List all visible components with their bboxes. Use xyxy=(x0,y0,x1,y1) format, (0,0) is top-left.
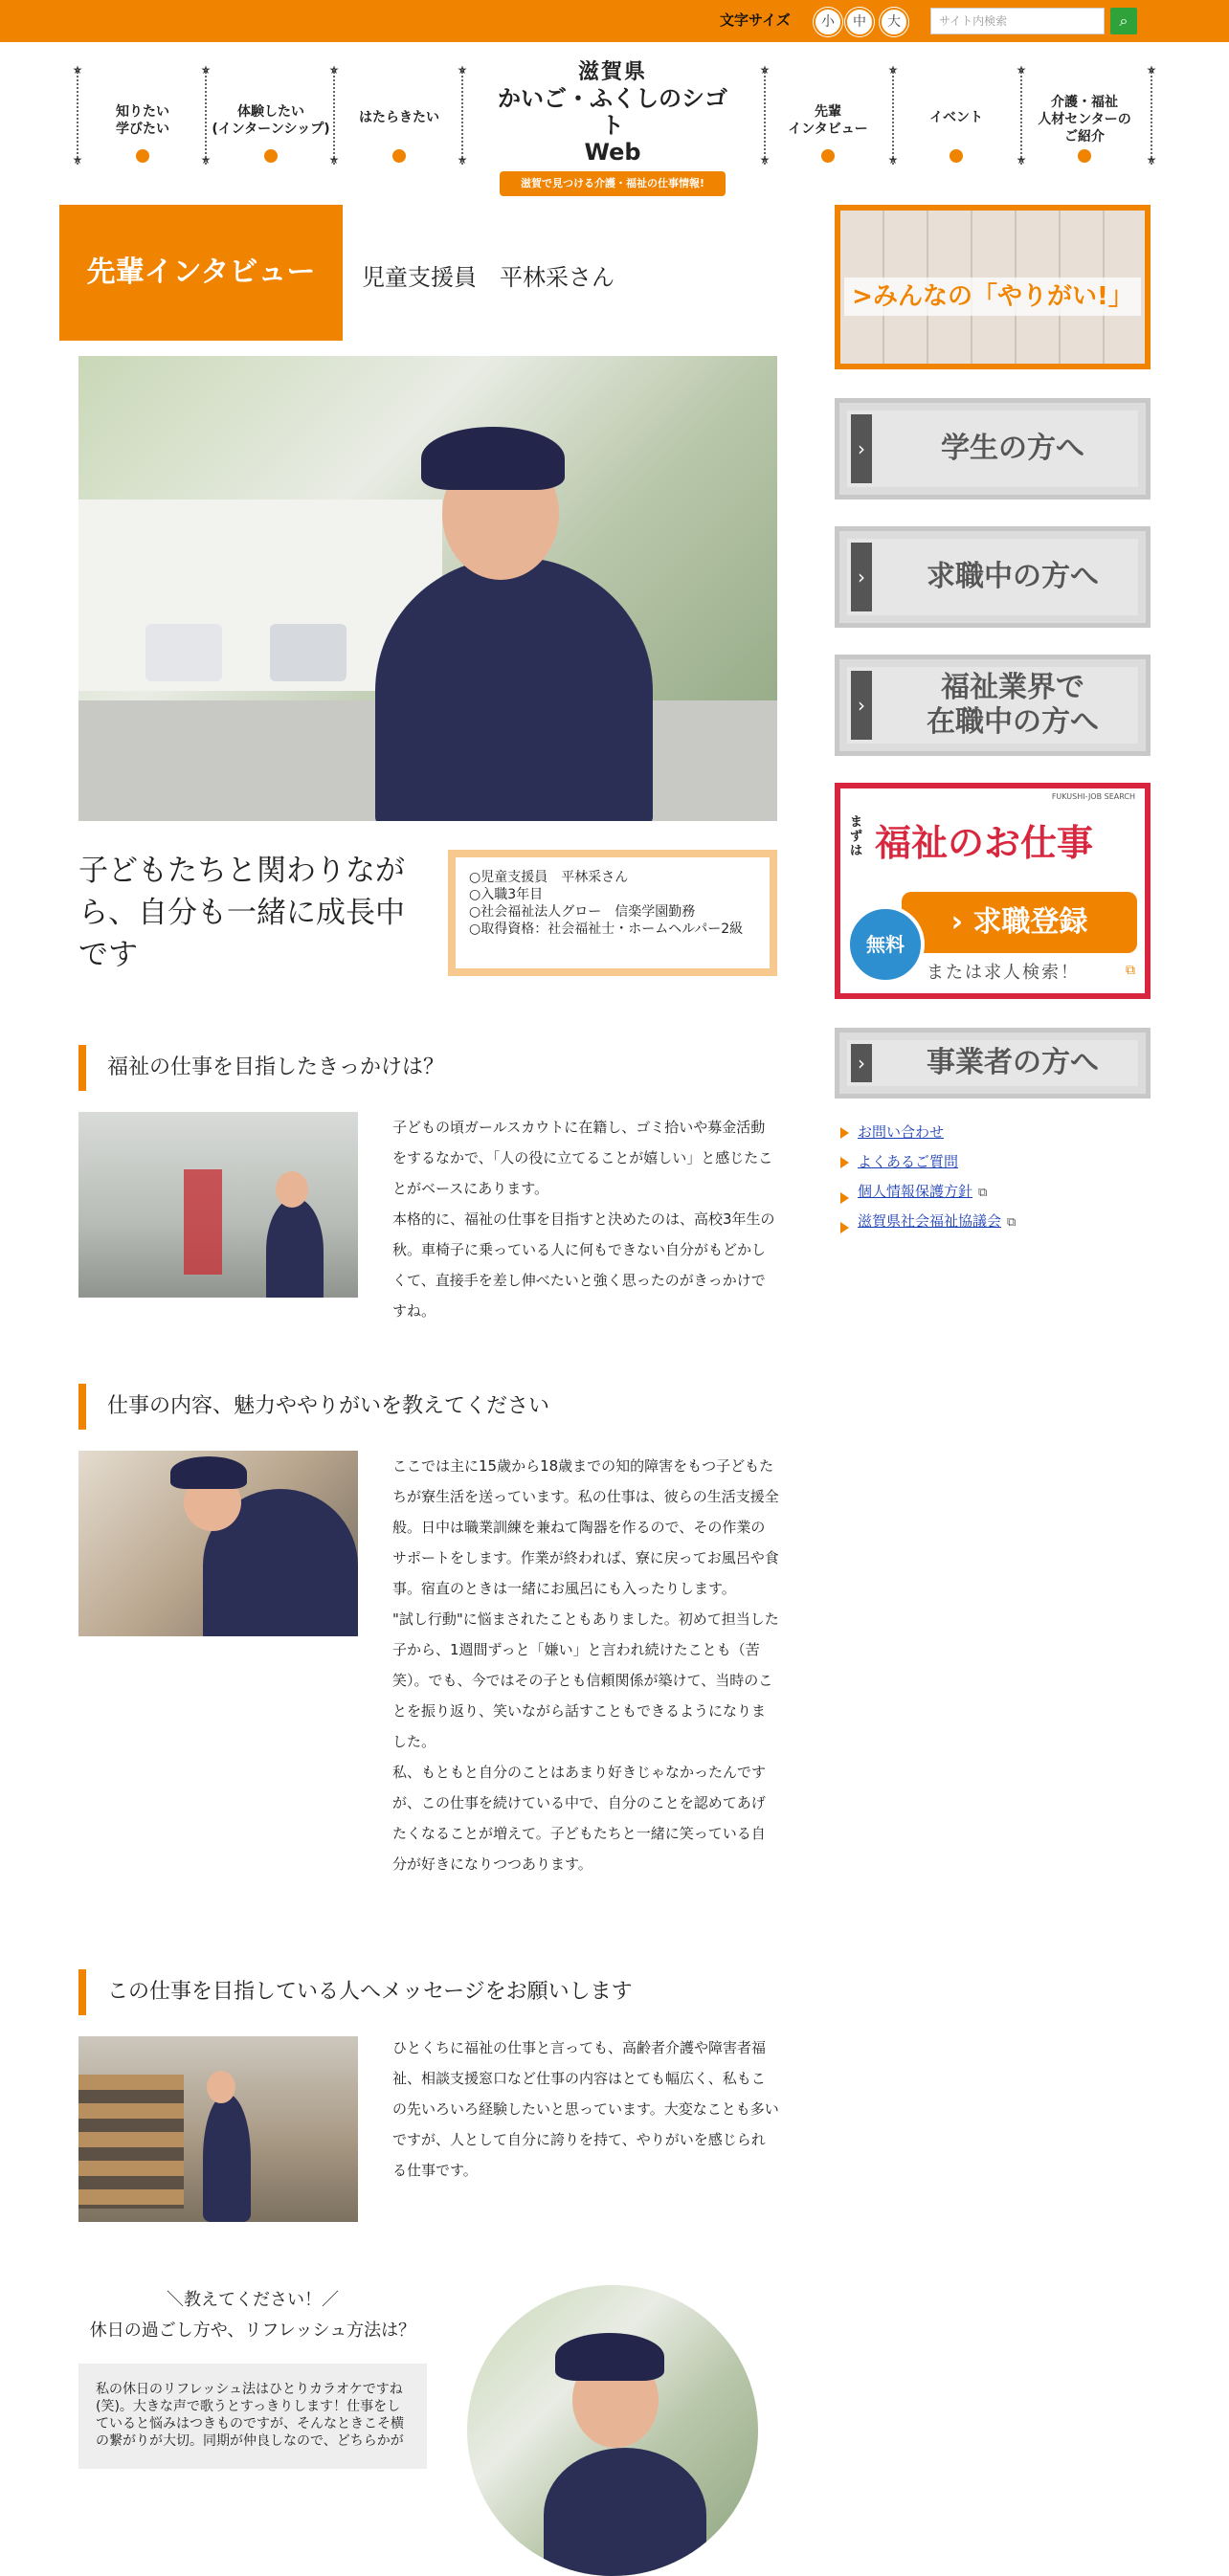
job-search-banner[interactable] xyxy=(835,783,1151,999)
star-icon: ★ xyxy=(1016,63,1027,77)
holiday-photo xyxy=(467,2285,758,2576)
pottery-shelf xyxy=(78,2075,184,2209)
star-icon: ★ xyxy=(328,63,340,77)
button-label: 学生の方へ xyxy=(941,432,1084,465)
nav-item-work[interactable] xyxy=(337,67,461,172)
star-icon: ★ xyxy=(72,63,83,77)
person xyxy=(375,557,653,821)
star-icon: ★ xyxy=(759,63,771,77)
face xyxy=(207,2071,235,2103)
job-seekers-button[interactable] xyxy=(835,526,1151,628)
nav-item-interview[interactable] xyxy=(766,67,890,172)
link-council[interactable]: 滋賀県社会福祉協議会 xyxy=(838,1212,1001,1230)
question-heading: この仕事を目指している人へメッセージをお願いします xyxy=(78,1969,777,2015)
font-size-small-button[interactable]: 小 xyxy=(814,8,842,36)
answer-text: ひとくちに福祉の仕事と言っても、高齢者介護や障害者福祉、相談支援窓口など仕事の内容はとても幅広く、私もこの先いろいろ経験したいと思っています。大変なことも多いですが、人として自分に誇りを持て、やりがいを感じられる仕事です。 xyxy=(392,2039,779,2179)
link-contact[interactable]: お問い合わせ xyxy=(838,1118,1154,1147)
star-icon: ★ xyxy=(1146,63,1157,77)
yarigai-banner[interactable] xyxy=(835,205,1151,369)
banner-title-text: みんなの「やりがい!」 xyxy=(872,282,1133,311)
railing xyxy=(184,1169,222,1275)
question-heading: 仕事の内容、魅力ややりがいを教えてください xyxy=(78,1384,777,1430)
star-icon: ★ xyxy=(1016,153,1027,167)
star-icon: ★ xyxy=(1146,153,1157,167)
star-icon: ★ xyxy=(457,63,468,77)
chevron-right-icon: › xyxy=(851,671,872,740)
star-icon: ★ xyxy=(887,63,899,77)
job-small: まずは xyxy=(850,815,863,858)
font-size-large-button[interactable]: 大 xyxy=(880,8,908,36)
nav-label: 介護・福祉 人材センターの ご紹介 xyxy=(1038,95,1131,144)
nav-label: イベント xyxy=(929,110,983,125)
profile-line: ○児童支援員 平林采さん xyxy=(469,870,629,885)
profile-line: ○社会福祉法人グロー 信楽学園勤務 xyxy=(469,904,696,920)
qa-photo xyxy=(78,1112,358,1298)
font-size-label: 文字サイズ xyxy=(720,11,791,29)
nav-label: 先輩 インタビュー xyxy=(788,104,868,137)
register-button: › 求職登録 xyxy=(902,892,1137,953)
star-icon: ★ xyxy=(200,63,212,77)
button-label: 求職中の方へ xyxy=(927,560,1099,593)
link-privacy[interactable]: 個人情報保護方針 xyxy=(838,1183,972,1200)
star-icon: ★ xyxy=(72,153,83,167)
register-label: 求職登録 xyxy=(972,905,1088,939)
interviewee-name: 児童支援員 平林采さん xyxy=(362,264,614,291)
cap xyxy=(170,1456,247,1489)
nav-dot xyxy=(1078,149,1091,163)
person xyxy=(544,2448,706,2576)
chevron-right-icon: › xyxy=(851,414,872,483)
car xyxy=(145,624,222,681)
students-button[interactable] xyxy=(835,398,1151,500)
employed-button[interactable] xyxy=(835,655,1151,756)
button-label: 事業者の方へ xyxy=(927,1046,1099,1079)
nav-label: はたらきたい xyxy=(359,110,439,125)
link-faq[interactable]: よくあるご質問 xyxy=(838,1147,1154,1177)
logo-pref: 滋賀県 xyxy=(577,60,647,84)
star-icon: ★ xyxy=(328,153,340,167)
search-input[interactable]: サイト内検索 xyxy=(930,8,1105,34)
question-heading: 福祉の仕事を目指したきっかけは？ xyxy=(78,1045,777,1091)
external-link-icon: ⧉ xyxy=(1007,1215,1017,1230)
job-tag: FUKUSHI-JOB SEARCH xyxy=(1051,792,1135,801)
nav-label: 体験したい (インターンシップ) xyxy=(212,104,330,137)
nav-divider xyxy=(461,69,465,165)
job-title: 福祉のお仕事 xyxy=(875,822,1094,864)
nav-dot xyxy=(264,149,278,163)
nav-dot xyxy=(136,149,149,163)
nav-dot xyxy=(821,149,835,163)
external-link-icon: ⧉ xyxy=(978,1186,988,1200)
banner-title: >みんなの「やりがい!」 xyxy=(844,278,1141,316)
answer-text: ここでは主に15歳から18歳までの知的障害をもつ子どもたちが寮生活を送っています。私の仕事は、彼らの生活支援全般。日中は職業訓練を兼ねて陶器を作るので、その作業のサポートをします。作業が終われば、寮に戻ってお風呂や食事。宿直のときは一緒にお風呂にも入ったりします。 "試し行動"に悩まされたこともありました。初めて担当した子から、1週間ずっと「嫌い」と言われ続けたことも（苦笑）。でも、今ではその子とも信頼関係が築けて、当時のことを振り返り、笑いながら話すこともできるようになりました。 私、もともと自分のことはあまり好きじゃなかったんですが、この仕事を続けている中で、自分のことを認めてあげたくなることが増えて。子どもたちと一緒に笑っている自分が好きになりつつあります。 xyxy=(392,1457,779,1873)
search-icon: ⌕ xyxy=(1119,11,1128,30)
chevron-right-icon: › xyxy=(851,1044,872,1082)
search-button[interactable] xyxy=(1110,8,1137,34)
button-label: 福祉業界で 在職中の方へ xyxy=(927,671,1099,739)
nav-dot xyxy=(392,149,406,163)
section-label: 先輩インタビュー xyxy=(59,205,343,341)
profile-line: ○入職3年目 xyxy=(469,887,544,902)
answer-text: 子どもの頃ガールスカウトに在籍し、ゴミ拾いや募金活動をするなかで、「人の役に立てることが嬉しい」と感じたことがベースにあります。 本格的に、福祉の仕事を目指すと決めたのは、高校3年生の秋。車椅子に乗っている人に何もできない自分がもどかしくて、直接手を差し伸べたいと強く思ったのがきっかけですね。 xyxy=(392,1119,775,1320)
nav-dot xyxy=(950,149,963,163)
profile-box xyxy=(448,850,777,976)
font-size-medium-button[interactable]: 中 xyxy=(845,8,874,36)
person xyxy=(266,1198,324,1298)
person xyxy=(203,2094,251,2222)
nav-item-event[interactable] xyxy=(894,67,1018,172)
logo-ribbon: 滋賀で見つける介護・福祉の仕事情報! xyxy=(500,171,726,196)
holiday-question: ＼教えてください！／ 休日の過ごし方や、リフレッシュ方法は？ xyxy=(89,2290,416,2341)
job-search-label: または求人検索！ xyxy=(927,963,1080,983)
main-photo xyxy=(78,356,777,821)
profile-line: ○取得資格：社会福祉士・ホームヘルパー2級 xyxy=(469,922,744,937)
chevron-right-icon: › xyxy=(851,543,872,611)
nav-label: 知りたい 学びたい xyxy=(116,104,169,137)
logo-title: かいご・ふくしのシゴト Web xyxy=(498,85,727,166)
car xyxy=(270,624,346,681)
nav-item-center[interactable] xyxy=(1022,67,1147,172)
site-logo[interactable] xyxy=(488,56,737,189)
star-icon: ★ xyxy=(457,153,468,167)
face xyxy=(276,1171,308,1208)
holiday-answer: 私の休日のリフレッシュ法はひとりカラオケですね(笑)。大きな声で歌うとすっきりします！仕事をしていると悩みはつきものですが、そんなときこそ横の繋がりが大切。同期が仲良しなので、どちらかが xyxy=(78,2364,427,2469)
star-icon: ★ xyxy=(759,153,771,167)
nav-divider xyxy=(1151,69,1154,165)
qa-photo xyxy=(78,1451,358,1636)
nav-item-learn[interactable] xyxy=(80,67,205,172)
star-icon: ★ xyxy=(887,153,899,167)
cap xyxy=(421,427,565,490)
sidebar-links xyxy=(838,1118,1154,1236)
external-link-icon: ⧉ xyxy=(1126,963,1135,978)
lead-quote: 子どもたちと関わりながら、自分も一緒に成長中です xyxy=(78,854,405,972)
star-icon: ★ xyxy=(200,153,212,167)
cap xyxy=(555,2333,664,2381)
nav-item-internship[interactable] xyxy=(209,67,333,172)
business-button[interactable] xyxy=(835,1028,1151,1099)
qa-photo xyxy=(78,2036,358,2222)
free-badge: 無料 xyxy=(846,905,925,984)
